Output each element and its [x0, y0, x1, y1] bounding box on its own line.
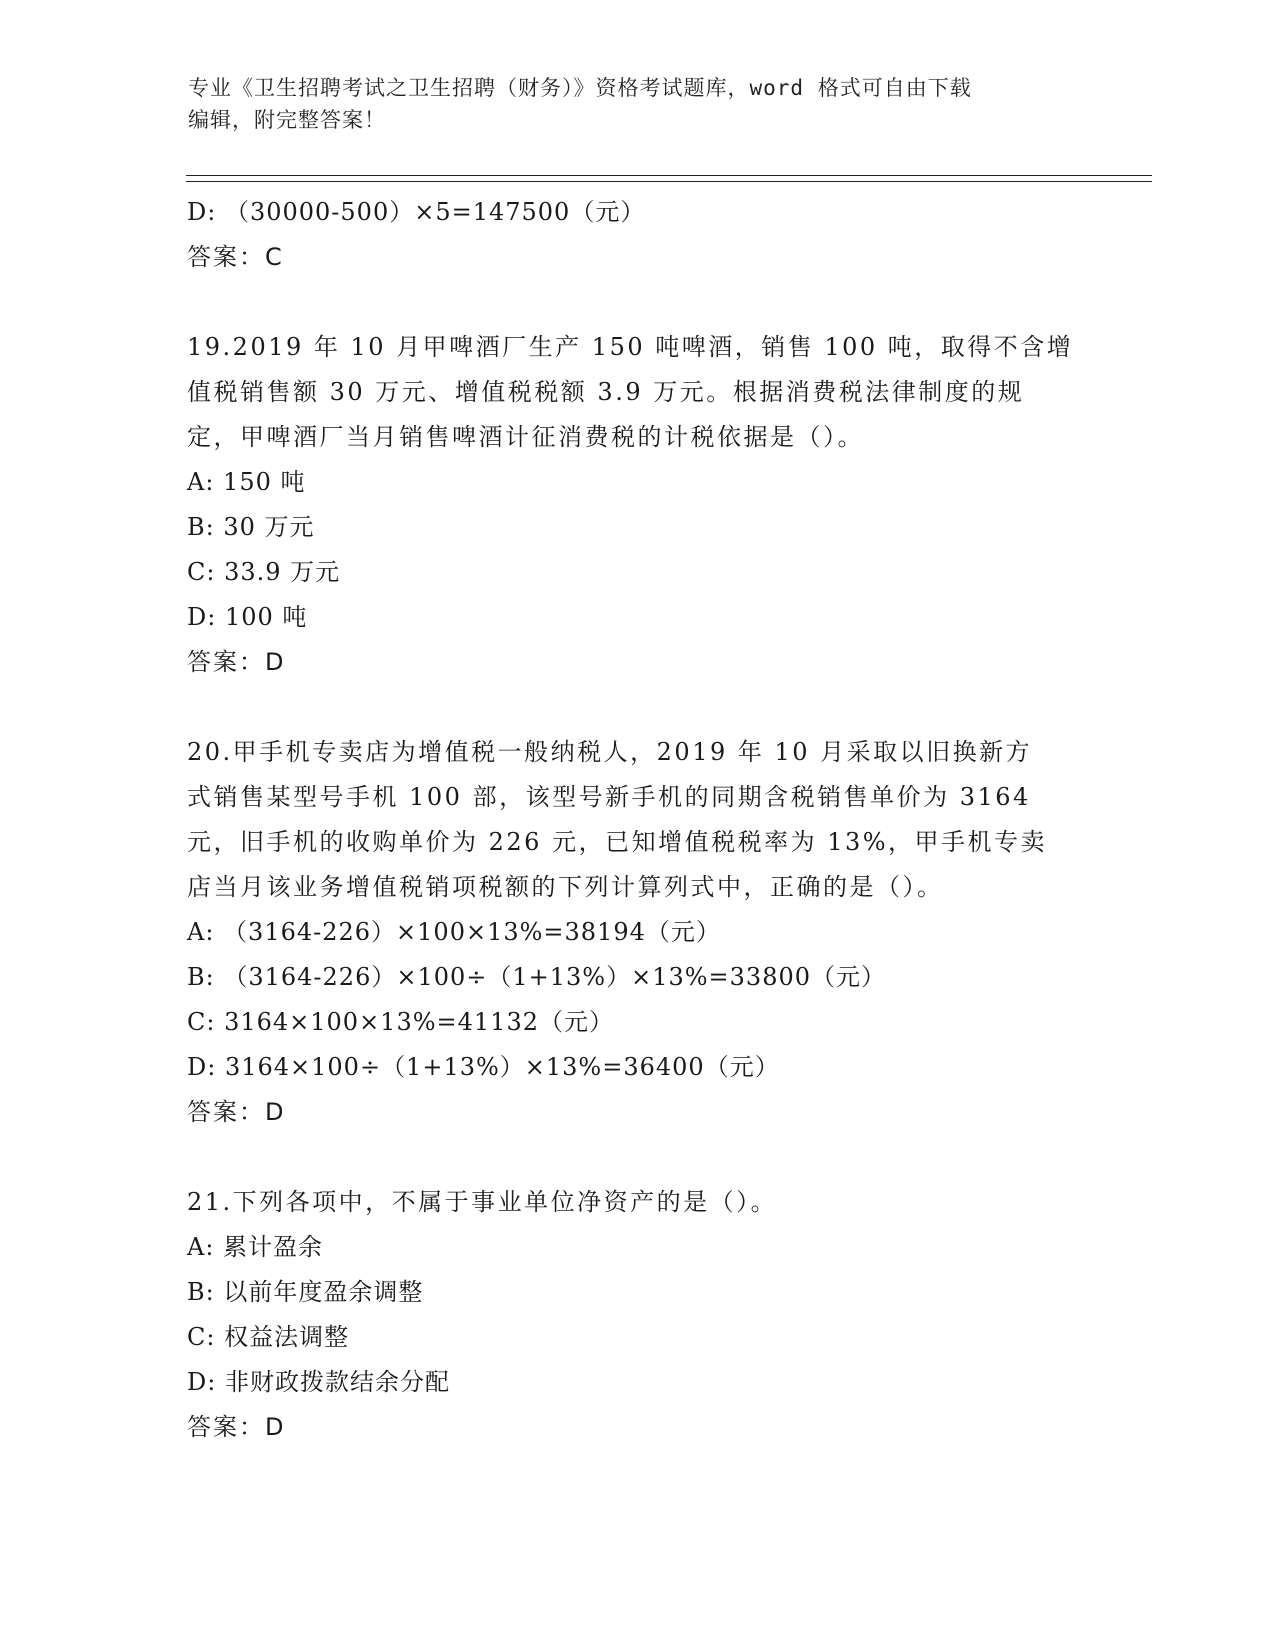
option-b: B: 以前年度盈余调整	[187, 1278, 424, 1306]
answer-line	[187, 1090, 1087, 1135]
answer-label: 答案：	[187, 1098, 265, 1126]
document-body	[187, 190, 1087, 1450]
option-c: C: 3164×100×13%=41132（元）	[187, 1008, 614, 1036]
option-a: A: 累计盈余	[187, 1233, 324, 1261]
stem-line: 元，旧手机的收购单价为 226 元，已知增值税税率为 13%，甲手机专卖	[187, 828, 1048, 856]
option-c: C: 33.9 万元	[187, 558, 341, 586]
answer-label: 答案：	[187, 648, 265, 676]
option-d: D: （30000-500）×5=147500（元）	[187, 198, 646, 226]
option-b: B: 30 万元	[187, 513, 315, 541]
question-stem	[187, 730, 1087, 910]
previous-question-tail	[187, 190, 1087, 280]
option-d: D: 3164×100÷（1+13%）×13%=36400（元）	[187, 1053, 780, 1081]
question-stem	[187, 325, 1087, 460]
question-20	[187, 730, 1087, 1135]
question-21	[187, 1180, 1087, 1450]
answer-label: 答案：	[187, 1413, 265, 1441]
option-c: C: 权益法调整	[187, 1323, 350, 1351]
stem-line: 店当月该业务增值税销项税额的下列计算列式中，正确的是（）。	[187, 873, 944, 901]
option-a: A: 150 吨	[187, 468, 306, 496]
spacer	[187, 685, 1087, 730]
stem-line: 定，甲啤酒厂当月销售啤酒计征消费税的计税依据是（）。	[187, 423, 864, 451]
option-a: A: （3164-226）×100×13%=38194（元）	[187, 918, 721, 946]
answer-value: D	[265, 648, 285, 676]
header-line-1: 专业《卫生招聘考试之卫生招聘（财务）》资格考试题库，word 格式可自由下载	[188, 76, 972, 100]
stem-line: 式销售某型号手机 100 部，该型号新手机的同期含税销售单价为 3164	[187, 783, 1031, 811]
option-b: B: （3164-226）×100÷（1+13%）×13%=33800（元）	[187, 963, 887, 991]
answer-line	[187, 1405, 1087, 1450]
spacer	[187, 280, 1087, 325]
answer-value: D	[265, 1098, 285, 1126]
header-divider-bottom	[186, 181, 1152, 182]
stem-line: 20.甲手机专卖店为增值税一般纳税人，2019 年 10 月采取以旧换新方	[187, 738, 1033, 766]
answer-label: 答案：	[187, 243, 265, 271]
answer-value: D	[265, 1413, 285, 1441]
document-header	[188, 72, 1068, 136]
stem-line: 19.2019 年 10 月甲啤酒厂生产 150 吨啤酒，销售 100 吨，取得不含增	[187, 333, 1074, 361]
question-stem	[187, 1180, 1087, 1225]
answer-line	[187, 640, 1087, 685]
question-19	[187, 325, 1087, 685]
spacer	[187, 1135, 1087, 1180]
option-d: D: 非财政拨款结余分配	[187, 1368, 450, 1396]
header-line-2: 编辑，附完整答案！	[188, 108, 386, 132]
stem-line: 21.下列各项中，不属于事业单位净资产的是（）。	[187, 1188, 778, 1216]
header-divider-top	[186, 175, 1152, 176]
stem-line: 值税销售额 30 万元、增值税税额 3.9 万元。根据消费税法律制度的规	[187, 378, 1025, 406]
answer-value: C	[265, 243, 283, 271]
answer-line	[187, 235, 1087, 280]
option-d: D: 100 吨	[187, 603, 308, 631]
